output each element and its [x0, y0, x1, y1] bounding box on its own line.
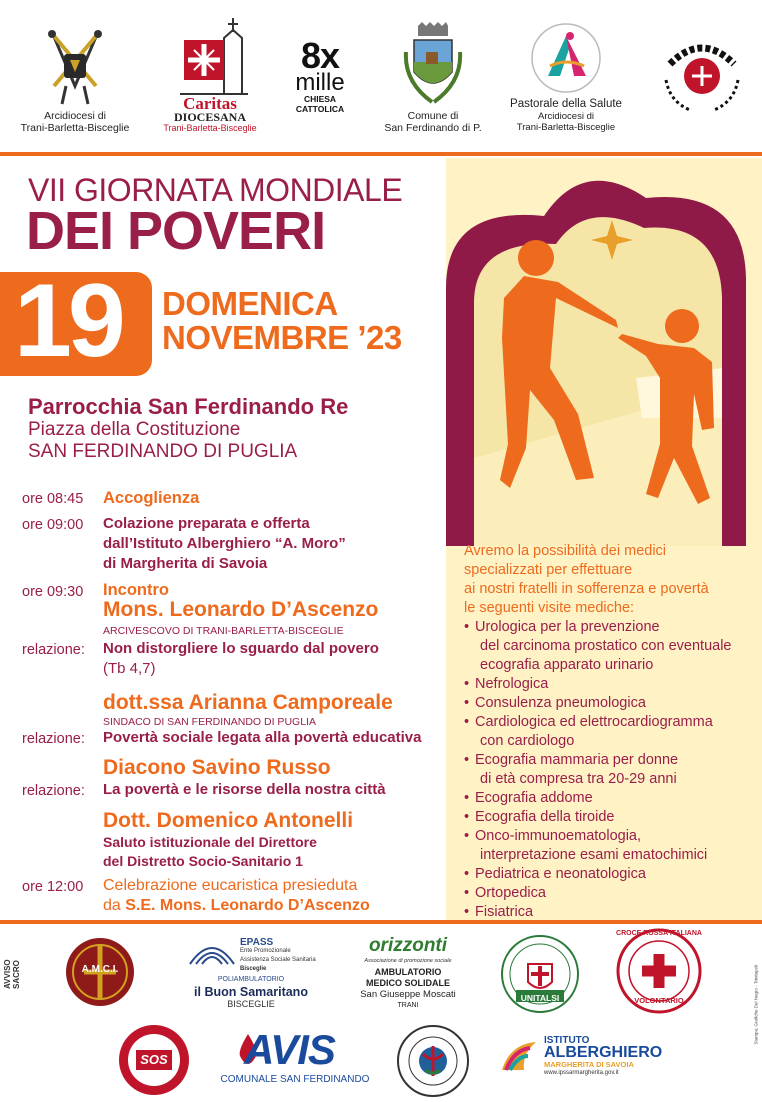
list-item — [464, 675, 548, 694]
cri-volontario: VOLONTARIO — [634, 996, 684, 1005]
list-item — [464, 903, 533, 922]
caritas-caption — [160, 96, 260, 134]
venue-town: SAN FERDINANDO DI PUGLIA — [28, 441, 298, 462]
list-item-text: Ecografia addome — [475, 790, 593, 806]
speaker-role: Saluto istituzionale del Direttore — [103, 834, 317, 850]
doorway-illustration — [446, 158, 762, 546]
orizzonti-logo — [346, 936, 470, 1011]
list-item-continuation: del carcinoma prostatico con eventuale — [480, 638, 732, 654]
list-item-text: Onco-immunoematologia, — [475, 828, 642, 844]
unitalsi-text: UNITALSI — [520, 993, 560, 1003]
bullet: • — [464, 695, 470, 711]
caritas-diocesana: DIOCESANA — [173, 110, 246, 124]
epass-line: Assistenza Sociale Sanitaria — [240, 957, 316, 963]
ottopermille-chiesa: CHIESA CATTOLICA — [295, 94, 345, 114]
caption-line: San Ferdinando di P. — [384, 122, 482, 134]
caritas-diocese: Trani-Barletta-Bisceglie — [163, 123, 257, 133]
visits-intro-line: Avremo la possibilità dei medici — [464, 543, 667, 559]
caption-line: Comune di — [407, 110, 459, 122]
ottopermille-mille: mille — [295, 69, 345, 96]
alberghiero-logo-icon — [500, 1040, 538, 1074]
list-item-text: Urologica per la prevenzione — [475, 619, 660, 635]
activity-bold: S.E. Mons. Leonardo D’Ascenzo — [125, 897, 370, 914]
orizzonti-line: MEDICO SOLIDALE — [365, 978, 450, 988]
talk-title: (Tb 4,7) — [103, 660, 156, 677]
alberghiero-line: ISTITUTO — [544, 1035, 590, 1046]
speaker-role: ARCIVESCOVO DI TRANI-BARLETTA-BISCEGLIE — [103, 625, 344, 637]
ottopermille-8x: 8x — [300, 35, 340, 76]
activity: Incontro — [103, 581, 169, 599]
avis-subtitle: COMUNALE SAN FERDINANDO — [220, 1074, 370, 1085]
bullet: • — [464, 809, 470, 825]
comune-caption — [374, 110, 492, 134]
talk-title: Povertà sociale legata alla povertà educativa — [103, 729, 422, 746]
caption-line: Trani-Barletta-Bisceglie — [20, 122, 130, 134]
list-item-continuation: ecografia apparato urinario — [480, 657, 654, 673]
caption-line: Arcidiocesi di — [538, 111, 594, 122]
epass-line: Bisceglie — [240, 966, 267, 972]
list-item — [464, 884, 546, 903]
speaker-name: dott.ssa Arianna Camporeale — [103, 691, 393, 714]
sos-text: SOS — [140, 1052, 168, 1067]
list-item — [464, 865, 646, 884]
activity: Colazione preparata e offerta — [103, 515, 310, 532]
caritas-church-icon — [178, 18, 250, 96]
date-month-year: NOVEMBRE ’23 — [162, 319, 402, 356]
list-item — [464, 713, 713, 732]
epass-text — [240, 938, 330, 974]
list-item-text: Fisiatrica — [475, 904, 534, 920]
list-item-continuation: con cardiologo — [480, 733, 575, 749]
time-label: ore 09:30 — [22, 584, 84, 600]
pol-line: BISCEGLIE — [227, 999, 275, 1009]
list-item-text: Pediatrica e neonatologica — [475, 866, 646, 882]
pastorale-salute-icon — [530, 22, 602, 94]
arcidiocesi-caption — [14, 110, 136, 134]
bullet: • — [464, 752, 470, 768]
list-item — [464, 694, 646, 713]
avviso-sacro-label: AVVISO SACRO — [3, 959, 21, 989]
amci-text: A.M.C.I. — [81, 964, 119, 975]
list-item-text: Consulenza pneumologica — [475, 695, 646, 711]
list-item-text: Ecografia mammaria per donne — [475, 752, 679, 768]
alberghiero-name: ALBERGHIERO — [544, 1044, 663, 1061]
ottopermille-logo — [280, 35, 360, 114]
bullet: • — [464, 790, 470, 806]
caption-line: Arcidiocesi di — [44, 110, 106, 122]
activity — [103, 897, 370, 915]
bullet: • — [464, 885, 470, 901]
list-item — [464, 808, 614, 827]
date-weekday: DOMENICA — [162, 285, 338, 322]
orizzonti-line: San Giuseppe Moscati — [360, 989, 456, 1000]
list-item-text: Cardiologica ed elettrocardiogramma — [475, 714, 713, 730]
printer-credit: Stampa: Grafiche Del Negro - Trinitapoli — [753, 964, 759, 1045]
activity-prefix: da — [103, 897, 126, 914]
speaker-role: del Distretto Socio-Sanitario 1 — [103, 853, 303, 869]
list-item-continuation: di età compresa tra 20-29 anni — [480, 771, 677, 787]
talk-title: Non distorgliere lo sguardo dal povero — [103, 640, 379, 657]
caption-line: Trani-Barletta-Bisceglie — [516, 122, 616, 133]
list-item-text: Ecografia della tiroide — [475, 809, 615, 825]
buon-samaritano-text — [186, 974, 316, 1010]
visits-intro-line: le seguenti visite mediche: — [464, 600, 635, 616]
list-item — [464, 618, 660, 637]
header-divider — [0, 152, 762, 156]
list-item — [464, 751, 678, 770]
bullet: • — [464, 676, 470, 692]
bullet: • — [464, 714, 470, 730]
pol-name: il Buon Samaritano — [194, 985, 308, 999]
header-logos — [0, 0, 762, 150]
list-item — [464, 789, 593, 808]
visits-intro-line: ai nostri fratelli in sofferenza e povertà — [464, 581, 709, 597]
association-round-logo-icon — [660, 30, 744, 114]
alberghiero-line: MARGHERITA DI SAVOIA — [544, 1060, 634, 1069]
list-item-text: Ortopedica — [475, 885, 546, 901]
comune-coat-of-arms-icon — [402, 22, 464, 108]
speaker-name: Dott. Domenico Antonelli — [103, 809, 354, 832]
speaker-role: SINDACO DI SAN FERDINANDO DI PUGLIA — [103, 716, 316, 728]
bullet: • — [464, 866, 470, 882]
alberghiero-text — [544, 1035, 663, 1078]
epass-line: Ente Promozionale — [240, 948, 291, 954]
bullet: • — [464, 904, 470, 920]
activity: di Margherita di Savoia — [103, 555, 268, 572]
epass-logo-icon — [186, 938, 238, 972]
caption-line: Pastorale della Salute — [510, 98, 622, 110]
carabinieri-logo-icon — [396, 1024, 470, 1098]
event-title-line2: DEI POVERI — [26, 201, 326, 261]
caritas-name: Caritas — [183, 94, 237, 113]
pastorale-caption — [498, 98, 634, 133]
activity: dall’Istituto Alberghiero “A. Moro” — [103, 535, 346, 552]
orizzonti-name: orizzonti — [368, 935, 448, 956]
activity: Celebrazione eucaristica presieduta — [103, 877, 358, 894]
avis-name: AVIS — [244, 1026, 335, 1073]
list-item-continuation: interpretazione esami ematochimici — [480, 847, 708, 863]
orizzonti-line: AMBULATORIO — [374, 967, 442, 977]
alberghiero-url: www.ipssarmargherita.gov.it — [544, 1070, 619, 1076]
time-label: ore 12:00 — [22, 879, 84, 895]
pol-line: POLIAMBULATORIO — [217, 976, 285, 983]
list-item — [464, 827, 641, 846]
footer-divider — [0, 920, 762, 924]
venue-parish: Parrocchia San Ferdinando Re — [28, 394, 349, 419]
event-title-line1: VII GIORNATA MONDIALE — [28, 172, 403, 208]
time-label: ore 08:45 — [22, 491, 84, 507]
visits-intro-line: specializzati per effettuare — [464, 562, 633, 578]
talk-title: La povertà e le risorse della nostra città — [103, 781, 386, 798]
epass-name: EPASS — [240, 937, 274, 948]
speaker-name: Mons. Leonardo D’Ascenzo — [103, 598, 379, 621]
arcidiocesi-coat-of-arms-icon — [42, 26, 108, 108]
venue-square: Piazza della Costituzione — [28, 419, 241, 440]
orizzonti-sub: Associazione di promozione sociale — [364, 958, 452, 964]
time-label: ore 09:00 — [22, 517, 84, 533]
relazione-label: relazione: — [22, 642, 85, 658]
cri-text: CROCE ROSSA ITALIANA — [616, 930, 702, 937]
bullet: • — [464, 619, 470, 635]
relazione-label: relazione: — [22, 731, 85, 747]
orizzonti-line: TRANI — [397, 1002, 419, 1009]
date-day: 19 — [14, 263, 122, 379]
activity: Accoglienza — [103, 489, 200, 507]
bullet: • — [464, 828, 470, 844]
relazione-label: relazione: — [22, 783, 85, 799]
list-item-text: Nefrologica — [475, 676, 549, 692]
speaker-name: Diacono Savino Russo — [103, 756, 331, 779]
